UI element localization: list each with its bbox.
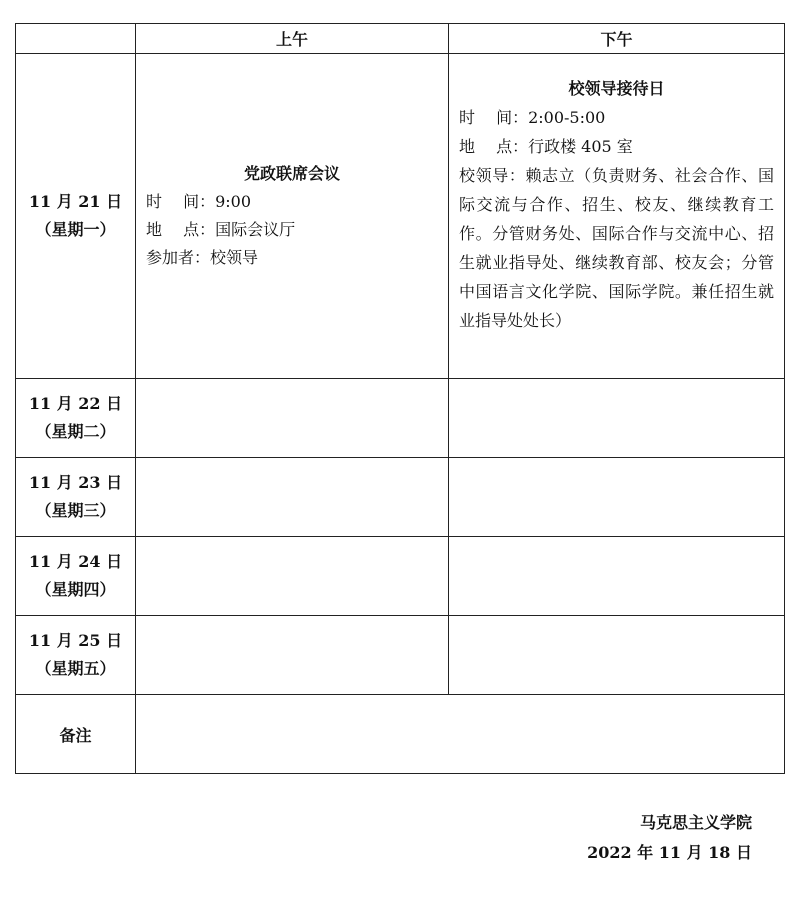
header-am: 上午 [136, 24, 449, 54]
table-row-thursday [16, 537, 785, 616]
wednesday-am-cell [136, 458, 449, 537]
weekly-schedule-table [15, 23, 785, 774]
table-row-tuesday [16, 379, 785, 458]
day-weekday: （星期四） [35, 580, 116, 599]
event-place: 地 点：行政楼 405 室 [459, 137, 633, 156]
day-date: 11 月 25 日 [28, 631, 123, 650]
event-leader: 校领导：赖志立（负责财务、社会合作、国际交流与合作、招生、校友、继续教育工作。分管财务处、国际合作与交流中心、招生就业指导处、继续教育部、校友会；分管中国语言文化学院、国际学院。兼任招生就业指导处处长） [459, 166, 774, 330]
day-weekday: （星期二） [35, 422, 116, 441]
day-cell-friday [16, 616, 136, 695]
table-row-notes [16, 695, 785, 774]
monday-am-event [136, 160, 448, 272]
wednesday-pm-cell [449, 458, 785, 537]
day-cell-tuesday [16, 379, 136, 458]
tuesday-pm-cell [449, 379, 785, 458]
day-cell-wednesday [16, 458, 136, 537]
event-title: 校领导接待日 [568, 79, 665, 98]
friday-am-cell [136, 616, 449, 695]
event-place: 地 点：国际会议厅 [146, 220, 296, 239]
event-time: 时 间：9:00 [146, 192, 252, 211]
table-row-wednesday [16, 458, 785, 537]
header-pm: 下午 [449, 24, 785, 54]
day-weekday: （星期一） [35, 220, 116, 239]
header-corner-cell [16, 24, 136, 54]
thursday-am-cell [136, 537, 449, 616]
event-time: 时 间：2:00-5:00 [459, 108, 606, 127]
day-cell-monday [16, 54, 136, 379]
day-date: 11 月 24 日 [28, 552, 123, 571]
issue-date: 2022 年 11 月 18 日 [587, 843, 752, 862]
day-date: 11 月 23 日 [28, 473, 123, 492]
table-row-monday [16, 54, 785, 379]
monday-pm-cell [449, 54, 785, 379]
event-title: 党政联席会议 [243, 164, 340, 183]
day-weekday: （星期五） [35, 659, 116, 678]
event-attendees: 参加者：校领导 [146, 248, 259, 267]
day-cell-thursday [16, 537, 136, 616]
friday-pm-cell [449, 616, 785, 695]
table-row-friday [16, 616, 785, 695]
header-row [16, 24, 785, 54]
tuesday-am-cell [136, 379, 449, 458]
notes-content-cell [136, 695, 785, 774]
day-date: 11 月 22 日 [28, 394, 123, 413]
issuing-organization: 马克思主义学院 [639, 813, 752, 832]
thursday-pm-cell [449, 537, 785, 616]
monday-pm-event [449, 54, 784, 335]
monday-am-cell [136, 54, 449, 379]
notes-label: 备注 [16, 695, 136, 774]
day-date: 11 月 21 日 [28, 192, 123, 211]
day-weekday: （星期三） [35, 501, 116, 520]
